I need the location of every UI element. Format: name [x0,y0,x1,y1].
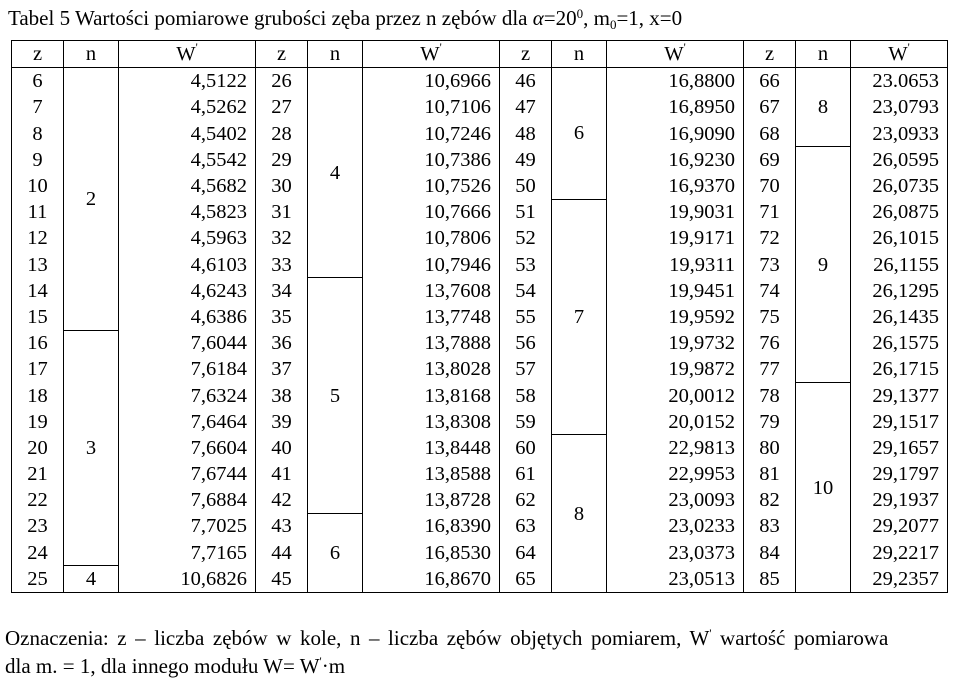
tooth-count-cell: 56 [500,330,552,356]
measurement-value-cell: 16,8800 [607,68,744,95]
measurement-value-cell: 23,0373 [607,540,744,566]
measurement-value-cell: 26,1575 [851,330,948,356]
tooth-count-cell: 18 [12,382,64,408]
measurement-value-cell: 16,8950 [607,94,744,120]
tooth-count-cell: 25 [12,566,64,593]
degree-superscript: 0 [576,6,584,21]
tooth-count-cell: 24 [12,540,64,566]
tooth-count-cell: 11 [12,199,64,225]
measurement-value-cell: 19,9311 [607,252,744,278]
header-z: z [744,41,796,68]
measurement-value-cell: 23,0513 [607,566,744,593]
tooth-count-cell: 8 [12,121,64,147]
measurement-value-cell: 16,8670 [363,566,500,593]
tooth-count-cell: 30 [256,173,308,199]
caption-module: , m [583,6,610,30]
measured-teeth-cell: 2 [64,68,119,330]
tooth-count-cell: 55 [500,304,552,330]
measurement-value-cell: 16,9230 [607,147,744,173]
measurement-value-cell: 23.0653 [851,68,948,95]
tooth-count-cell: 9 [12,147,64,173]
measurement-value-cell: 4,5542 [119,147,256,173]
tooth-count-cell: 46 [500,68,552,95]
measurement-value-cell: 4,5262 [119,94,256,120]
measurement-value-cell: 29,2357 [851,566,948,593]
tooth-count-cell: 47 [500,94,552,120]
measurement-value-cell: 13,7608 [363,278,500,304]
measurement-value-cell: 19,9451 [607,278,744,304]
tooth-count-cell: 27 [256,94,308,120]
tooth-count-cell: 38 [256,382,308,408]
measured-teeth-cell: 10 [796,382,851,593]
tooth-count-cell: 82 [744,487,796,513]
tooth-count-cell: 12 [12,225,64,251]
tooth-count-cell: 50 [500,173,552,199]
tooth-count-cell: 7 [12,94,64,120]
table-row [12,68,948,95]
tooth-count-cell: 84 [744,540,796,566]
tooth-count-cell: 36 [256,330,308,356]
tooth-count-cell: 39 [256,409,308,435]
measurement-value-cell: 23,0233 [607,513,744,539]
tooth-count-cell: 58 [500,382,552,408]
tooth-count-cell: 85 [744,566,796,593]
measurement-value-cell: 29,1377 [851,382,948,408]
measurement-value-cell: 19,9872 [607,356,744,382]
measurement-value-cell: 16,8390 [363,513,500,539]
measurement-value-cell: 26,1435 [851,304,948,330]
measured-teeth-cell: 4 [64,566,119,593]
measurement-value-cell: 19,9592 [607,304,744,330]
measurement-value-cell: 16,8530 [363,540,500,566]
tooth-count-cell: 6 [12,68,64,95]
tooth-count-cell: 81 [744,461,796,487]
header-n: n [308,41,363,68]
tooth-count-cell: 72 [744,225,796,251]
note-line-2-text: dla m. = 1, dla innego modułu W= W [5,654,320,678]
tooth-count-cell: 45 [256,566,308,593]
measured-teeth-cell: 8 [552,435,607,593]
measurement-value-cell: 26,0595 [851,147,948,173]
measurement-value-cell: 26,1155 [851,252,948,278]
header-n: n [552,41,607,68]
tooth-count-cell: 83 [744,513,796,539]
tooth-count-cell: 67 [744,94,796,120]
measurement-value-cell: 7,6184 [119,356,256,382]
measurement-value-cell: 10,6826 [119,566,256,593]
measurement-value-cell: 4,5402 [119,121,256,147]
note-line-1-text: Oznaczenia: z – liczba zębów w kole, n – liczba zębów objętych pomiarem, W [5,626,710,650]
measured-teeth-cell: 8 [796,68,851,147]
measurement-value-cell: 10,7666 [363,199,500,225]
measurement-value-cell: 29,1657 [851,435,948,461]
tooth-count-cell: 73 [744,252,796,278]
measurement-value-cell: 7,6044 [119,330,256,356]
prime-mark: ' [319,654,322,668]
measurement-value-cell: 10,7946 [363,252,500,278]
tooth-count-cell: 52 [500,225,552,251]
measurement-value-cell: 29,2077 [851,513,948,539]
measurement-value-cell: 10,7106 [363,94,500,120]
measurement-value-cell: 4,6243 [119,278,256,304]
tooth-count-cell: 80 [744,435,796,461]
tooth-count-cell: 70 [744,173,796,199]
tooth-count-cell: 69 [744,147,796,173]
tooth-count-cell: 21 [12,461,64,487]
tooth-count-cell: 41 [256,461,308,487]
measurement-value-cell: 7,6744 [119,461,256,487]
measurement-value-cell: 26,1015 [851,225,948,251]
tooth-count-cell: 74 [744,278,796,304]
tooth-count-cell: 77 [744,356,796,382]
measured-teeth-cell: 5 [308,278,363,514]
tooth-count-cell: 43 [256,513,308,539]
tooth-count-cell: 64 [500,540,552,566]
measurement-value-cell: 13,8728 [363,487,500,513]
header-row [12,41,948,68]
measurement-value-cell: 16,9370 [607,173,744,199]
measurement-value-cell: 10,7246 [363,121,500,147]
measurement-value-cell: 13,8588 [363,461,500,487]
tooth-count-cell: 26 [256,68,308,95]
tooth-count-cell: 49 [500,147,552,173]
measurement-value-cell: 13,7748 [363,304,500,330]
prime-mark: ' [907,40,910,55]
measurement-value-cell: 7,6324 [119,382,256,408]
header-n: n [796,41,851,68]
measurement-value-cell: 4,5963 [119,225,256,251]
tooth-count-cell: 79 [744,409,796,435]
tooth-count-cell: 22 [12,487,64,513]
prime-mark: ' [683,40,686,55]
measurement-value-cell: 7,6884 [119,487,256,513]
caption-prefix: Tabel 5 Wartości pomiarowe grubości zęba przez n zębów dla [8,6,533,30]
tooth-count-cell: 35 [256,304,308,330]
measurement-value-cell: 29,1797 [851,461,948,487]
caption-alpha-value: =20 [543,6,577,30]
tooth-count-cell: 62 [500,487,552,513]
measurement-value-cell: 10,7806 [363,225,500,251]
measurement-value-cell: 4,6103 [119,252,256,278]
tooth-count-cell: 66 [744,68,796,95]
tooth-count-cell: 29 [256,147,308,173]
measurement-value-cell: 10,7526 [363,173,500,199]
note-line-2-end: ·m [321,654,346,678]
measurement-value-cell: 7,7025 [119,513,256,539]
tooth-count-cell: 42 [256,487,308,513]
table-caption [8,4,682,32]
tooth-count-cell: 13 [12,252,64,278]
tooth-count-cell: 33 [256,252,308,278]
measurement-value-cell: 13,8308 [363,409,500,435]
tooth-count-cell: 60 [500,435,552,461]
measurement-value-cell: 29,2217 [851,540,948,566]
measurement-value-cell: 26,1715 [851,356,948,382]
measured-teeth-cell: 4 [308,68,363,278]
prime-mark: ' [195,40,198,55]
measurement-value-cell: 7,6464 [119,409,256,435]
tooth-count-cell: 40 [256,435,308,461]
measurement-value-cell: 7,7165 [119,540,256,566]
tooth-count-cell: 59 [500,409,552,435]
header-n: n [64,41,119,68]
tooth-count-cell: 20 [12,435,64,461]
measurement-value-cell: 10,7386 [363,147,500,173]
header-w-prime: W' [607,41,744,68]
tooth-count-cell: 63 [500,513,552,539]
note-line-2 [5,652,888,680]
measurement-value-cell: 4,5682 [119,173,256,199]
tooth-count-cell: 28 [256,121,308,147]
measurement-value-cell: 13,8028 [363,356,500,382]
measurement-value-cell: 7,6604 [119,435,256,461]
tooth-count-cell: 57 [500,356,552,382]
table-row [12,147,948,173]
tooth-count-cell: 15 [12,304,64,330]
caption-suffix: =1, x=0 [616,6,683,30]
header-z: z [256,41,308,68]
measurement-value-cell: 23,0933 [851,121,948,147]
prime-mark: ' [709,626,712,640]
measurement-value-cell: 23,0093 [607,487,744,513]
measurement-value-cell: 4,6386 [119,304,256,330]
measured-teeth-cell: 7 [552,199,607,435]
note-line-1 [5,624,888,652]
tooth-count-cell: 48 [500,121,552,147]
tooth-count-cell: 17 [12,356,64,382]
tooth-count-cell: 54 [500,278,552,304]
header-z: z [500,41,552,68]
tooth-count-cell: 32 [256,225,308,251]
tooth-count-cell: 75 [744,304,796,330]
table-row [12,382,948,408]
measured-teeth-cell: 6 [552,68,607,199]
measurement-value-cell: 13,8168 [363,382,500,408]
alpha-symbol: α [532,6,544,30]
measured-teeth-cell: 6 [308,513,363,593]
tooth-count-cell: 19 [12,409,64,435]
measurement-value-cell: 19,9031 [607,199,744,225]
tooth-count-cell: 14 [12,278,64,304]
measurement-value-cell: 10,6966 [363,68,500,95]
measurement-value-cell: 19,9732 [607,330,744,356]
header-w-prime: W' [363,41,500,68]
measurement-value-cell: 16,9090 [607,121,744,147]
measurement-value-cell: 20,0012 [607,382,744,408]
tooth-count-cell: 78 [744,382,796,408]
measurement-value-cell: 4,5823 [119,199,256,225]
module-subscript: 0 [609,17,617,32]
tooth-count-cell: 71 [744,199,796,225]
tooth-count-cell: 61 [500,461,552,487]
measurement-value-cell: 4,5122 [119,68,256,95]
measurement-value-cell: 26,0735 [851,173,948,199]
tooth-count-cell: 16 [12,330,64,356]
tooth-count-cell: 76 [744,330,796,356]
tooth-count-cell: 23 [12,513,64,539]
header-w-prime: W' [119,41,256,68]
measurement-value-cell: 13,8448 [363,435,500,461]
header-w-prime: W' [851,41,948,68]
measurement-value-cell: 26,1295 [851,278,948,304]
measurement-value-cell: 23,0793 [851,94,948,120]
measurement-value-cell: 26,0875 [851,199,948,225]
tooth-count-cell: 44 [256,540,308,566]
tooth-count-cell: 51 [500,199,552,225]
measurement-value-cell: 22,9813 [607,435,744,461]
measured-teeth-cell: 3 [64,330,119,566]
measurement-value-cell: 22,9953 [607,461,744,487]
measurement-value-cell: 19,9171 [607,225,744,251]
tooth-count-cell: 31 [256,199,308,225]
prime-mark: ' [439,40,442,55]
header-z: z [12,41,64,68]
tooth-count-cell: 10 [12,173,64,199]
tooth-count-cell: 53 [500,252,552,278]
tooth-count-cell: 37 [256,356,308,382]
tooth-count-cell: 34 [256,278,308,304]
tooth-count-cell: 68 [744,121,796,147]
legend-note [5,624,888,680]
measured-teeth-cell: 9 [796,147,851,383]
tooth-count-cell: 65 [500,566,552,593]
measurement-value-cell: 13,7888 [363,330,500,356]
measurement-value-cell: 29,1517 [851,409,948,435]
measurement-table [11,40,948,593]
note-line-1-end: wartość pomiarowa [711,626,889,650]
measurement-value-cell: 29,1937 [851,487,948,513]
measurement-value-cell: 20,0152 [607,409,744,435]
